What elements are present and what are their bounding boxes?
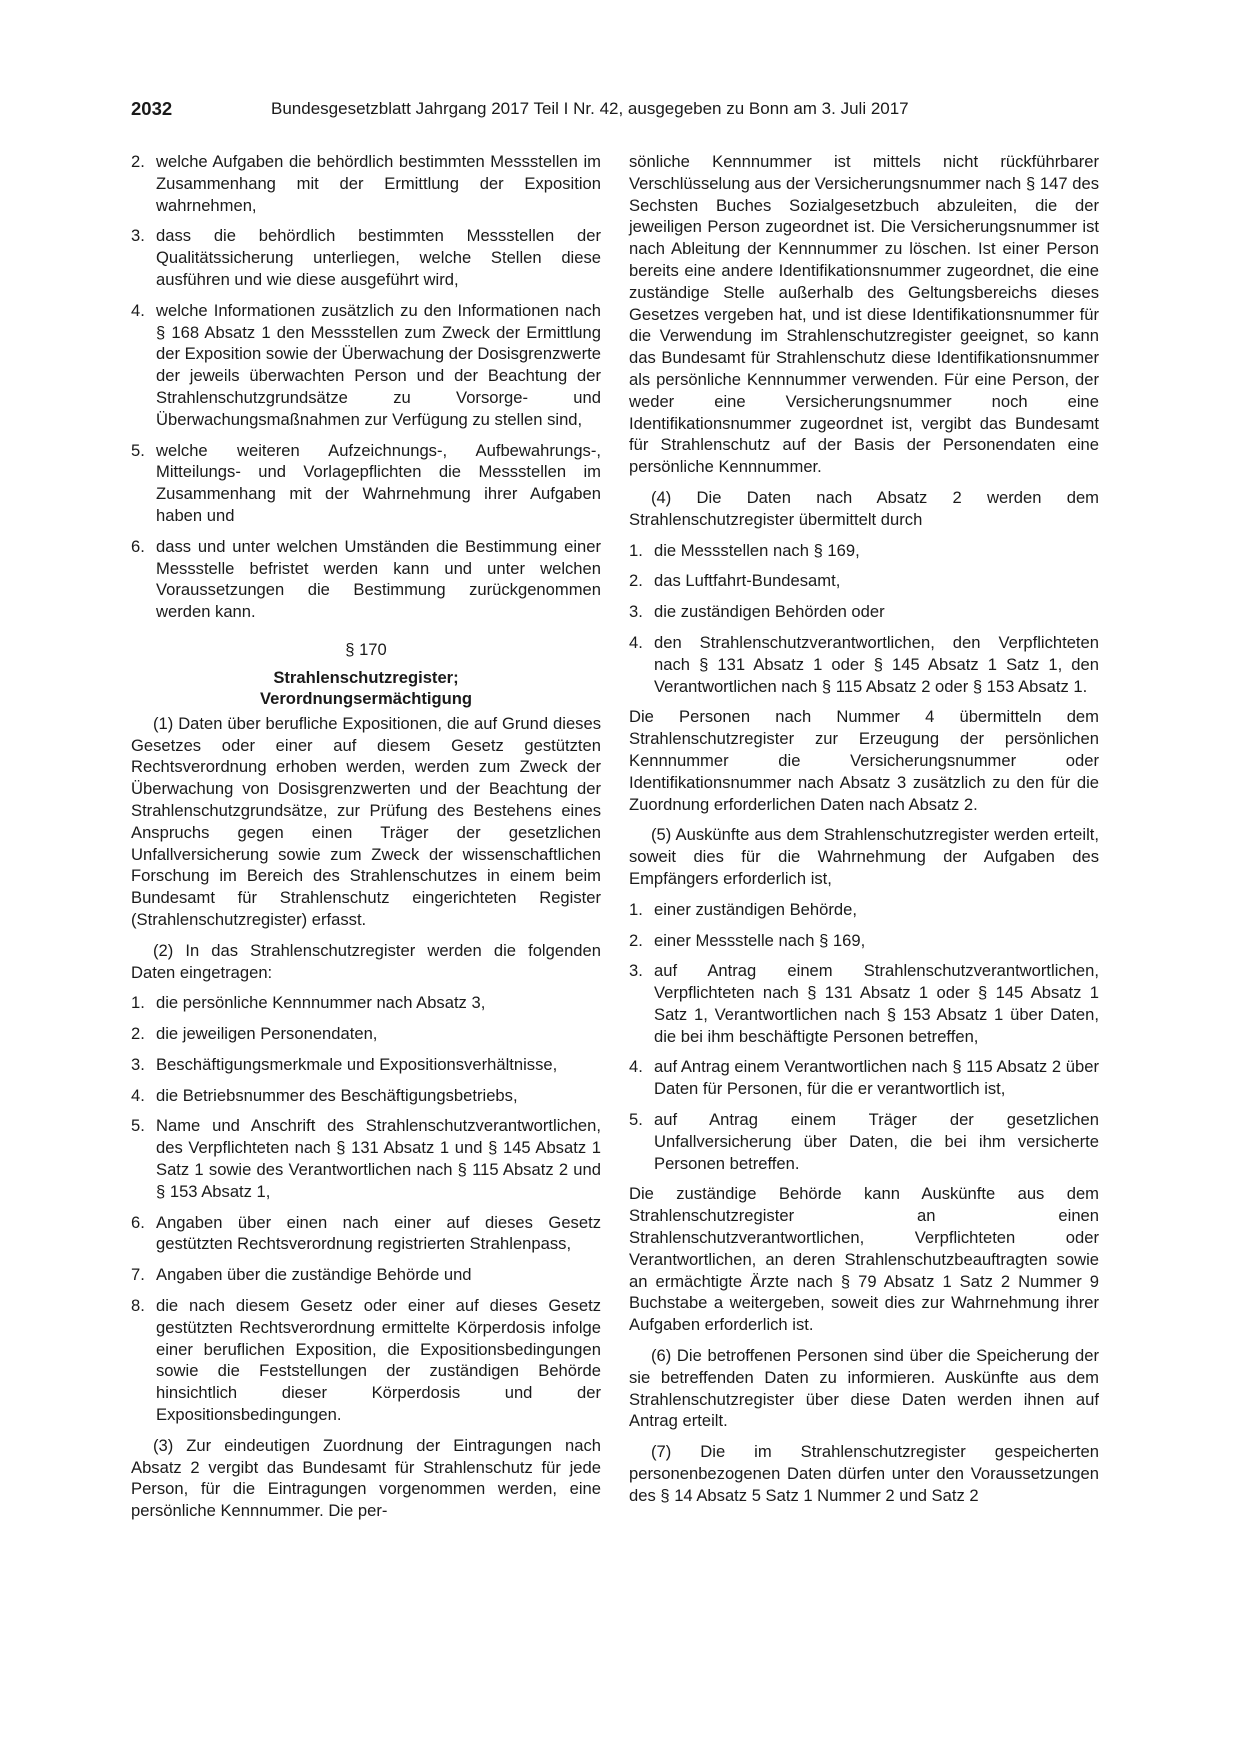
item-number: 4.	[131, 1085, 145, 1105]
right-column	[629, 151, 1099, 1516]
list-item	[629, 540, 1099, 562]
list-item	[131, 992, 601, 1014]
list-item	[131, 536, 601, 623]
list-item	[629, 1109, 1099, 1174]
item-text: einer Messstelle nach § 169,	[654, 930, 866, 950]
list-item	[629, 960, 1099, 1047]
item-text: welche Informationen zusätzlich zu den Informationen nach § 168 Absatz 1 den Messstellen zum Zweck der Ermittlung der Exposition sowie der Überwachung der Dosisgrenzwerte der jeweils überwachten Person und der Beachtung der Strahlenschutzgrundsätze zu Vorsorge- und Überwachungsmaßnahmen zur Verfügung zu stellen sind,	[156, 300, 601, 429]
list-item	[629, 632, 1099, 697]
item-text: die Betriebsnummer des Beschäftigungsbetriebs,	[156, 1085, 518, 1105]
item-text: die jeweiligen Personendaten,	[156, 1024, 378, 1044]
item-text: den Strahlenschutzverantwortlichen, den Verpflichteten nach § 131 Absatz 1 oder § 145 Absatz 1 Satz 1, den Verantwortlichen nach § 115 Absatz 2 oder § 153 Absatz 1.	[654, 632, 1099, 696]
paragraph-6: (6) Die betroffenen Personen sind über die Speicherung der sie betreffenden Daten zu informieren. Auskünfte aus dem Strahlenschutzregister über diese Daten werden ihnen auf Antrag erteilt.	[629, 1346, 1099, 1431]
list-item	[629, 570, 1099, 592]
section-title-line-1: Strahlenschutzregister;	[273, 667, 459, 687]
item-text: die zuständigen Behörden oder	[654, 602, 885, 622]
item-number: 2.	[131, 152, 145, 171]
list-item	[131, 225, 601, 290]
item-number: 6.	[131, 536, 145, 556]
list-item	[131, 1295, 601, 1426]
paragraph-4-after: Die Personen nach Nummer 4 übermitteln dem Strahlenschutzregister zur Erzeugung der persönlichen Kennnummer die Versicherungsnummer oder Identifikationsnummer nach Absatz 3 zusätzlich zu den für die Zuordnung erforderlichen Daten nach Absatz 2.	[629, 707, 1099, 814]
item-text: auf Antrag einem Verantwortlichen nach § 115 Absatz 2 über Daten für Personen, für die er verantwortlich ist,	[654, 1057, 1099, 1099]
list-item	[629, 1056, 1099, 1100]
section-title	[131, 667, 601, 709]
item-text: welche weiteren Aufzeichnungs-, Aufbewahrungs-, Mitteilungs- und Vorlagepflichten die Messstellen im Zusammenhang mit der Wahrnehmung ihrer Aufgaben haben und	[156, 440, 601, 525]
item-number: 2.	[629, 930, 643, 950]
item-number: 1.	[629, 899, 643, 919]
item-number: 1.	[131, 993, 145, 1013]
list-item	[131, 1054, 601, 1076]
item-number: 4.	[629, 632, 643, 652]
item-number: 4.	[131, 300, 145, 320]
item-number: 3.	[629, 961, 643, 981]
list-item	[131, 300, 601, 431]
running-title: Bundesgesetzblatt Jahrgang 2017 Teil I Nr. 42, ausgegeben zu Bonn am 3. Juli 2017	[271, 99, 909, 118]
item-text: auf Antrag einem Strahlenschutzverantwortlichen, Verpflichteten nach § 131 Absatz 1 oder § 145 Absatz 1 Satz 1, Verantwortlichen nach § 153 Absatz 1 über Daten, die bei ihm beschäftigte Personen betreffen,	[654, 961, 1099, 1046]
paragraph-1: (1) Daten über berufliche Expositionen, die auf Grund dieses Gesetzes oder einer auf diesem Gesetz gestützten Rechtsverordnung erhoben werden, werden zum Zweck der Überwachung von Dosisgrenzwerten und der Beachtung der Strahlenschutzgrundsätze, zur Prüfung des Bestehens eines Anspruchs gegen einen Träger der gesetzlichen Unfallversicherung sowie zum Zweck der wissenschaftlichen Forschung im Bereich des Strahlenschutzes in einem beim Bundesamt für Strahlenschutz eingerichteten Register (Strahlenschutzregister) erfasst.	[131, 713, 601, 929]
item-text: die persönliche Kennnummer nach Absatz 3,	[156, 993, 486, 1013]
list-item	[629, 930, 1099, 952]
item-text: dass und unter welchen Umständen die Bestimmung einer Messstelle befristet werden kann und unter welchen Voraussetzungen die Bestimmung zurückgenommen werden kann.	[156, 536, 601, 622]
item-number: 3.	[131, 1054, 145, 1074]
item-text: auf Antrag einem Träger der gesetzlichen Unfallversicherung über Daten, die bei ihm versicherte Personen betreffen.	[654, 1110, 1099, 1173]
list-item	[131, 1264, 601, 1286]
left-column	[131, 151, 601, 1531]
list-item	[131, 440, 601, 527]
item-number: 6.	[131, 1212, 145, 1232]
item-number: 2.	[629, 571, 643, 591]
item-number: 5.	[131, 440, 145, 460]
item-text: dass die behördlich bestimmten Messstellen der Qualitätssicherung unterliegen, welche Stellen diese ausführen und wie diese ausgeführt wird,	[156, 226, 601, 289]
list-item	[131, 151, 601, 216]
paragraph-3: (3) Zur eindeutigen Zuordnung der Eintragungen nach Absatz 2 vergibt das Bundesamt für Strahlenschutz für jede Person, für die Eintragungen vorgenommen werden, eine persönliche Kennnummer. Die per-	[131, 1435, 601, 1521]
item-text: die nach diesem Gesetz oder einer auf dieses Gesetz gestützten Rechtsverordnung ermittelte Körperdosis infolge einer beruflichen Exposition, die Expositionsbedingungen sowie die Feststellungen der zuständigen Behörde hinsichtlich dieser Körperdosis und der Expositionsbedingungen.	[156, 1296, 601, 1425]
paragraph-4: (4) Die Daten nach Absatz 2 werden dem Strahlenschutzregister übermittelt durch	[629, 487, 1099, 529]
list-item	[131, 1115, 601, 1202]
item-text: welche Aufgaben die behördlich bestimmten Messstellen im Zusammenhang mit der Ermittlung der Exposition wahrnehmen,	[156, 152, 601, 215]
item-number: 1.	[629, 540, 643, 560]
paragraph-5: (5) Auskünfte aus dem Strahlenschutzregister werden erteilt, soweit dies für die Wahrnehmung der Aufgaben des Empfängers erforderlich ist,	[629, 825, 1099, 888]
section-number: § 170	[345, 639, 387, 659]
paragraph-5-after: Die zuständige Behörde kann Auskünfte aus dem Strahlenschutzregister an einen Strahlenschutzverantwortlichen, Verpflichteten oder Verantwortlichen, an deren Strahlenschutzbeauftragten sowie an ermächtigte Ärzte nach § 79 Absatz 1 Satz 2 Nummer 9 Buchstabe a weitergeben, soweit dies zur Wahrnehmung ihrer Aufgaben erforderlich ist.	[629, 1184, 1099, 1335]
paragraph-3-continued: sönliche Kennnummer ist mittels nicht rückführbarer Verschlüsselung aus der Versicherungsnummer nach § 147 des Sechsten Buches Sozialgesetzbuch abzuleiten, die der jeweiligen Person zugeordnet ist. Die Versicherungsnummer ist nach Ableitung der Kennnummer zu löschen. Ist einer Person bereits eine andere Identifikationsnummer zugeordnet, die eine zuständige Stelle außerhalb des Geltungsbereichs dieses Gesetzes vergeben hat, und ist diese Identifikationsnummer für die Verwendung im Strahlenschutzregister geeignet, so kann das Bundesamt für Strahlenschutz diese Identifikationsnummer als persönliche Kennnummer verwenden. Für eine Person, der weder eine Versicherungsnummer noch eine Identifikationsnummer zugeordnet ist, vergibt das Bundesamt für Strahlenschutz auf der Basis der Personendaten eine persönliche Kennnummer.	[629, 152, 1099, 477]
item-number: 8.	[131, 1296, 145, 1316]
section-title-line-2: Verordnungsermächtigung	[259, 688, 473, 708]
item-text: Angaben über die zuständige Behörde und	[156, 1265, 472, 1285]
item-text: die Messstellen nach § 169,	[654, 540, 860, 560]
item-number: 2.	[131, 1024, 145, 1044]
list-item	[131, 1023, 601, 1045]
list-item	[629, 899, 1099, 921]
item-number: 3.	[131, 226, 145, 246]
item-text: Name und Anschrift des Strahlenschutzverantwortlichen, des Verpflichteten nach § 131 Absatz 1 und § 145 Absatz 1 Satz 1 sowie des Verantwortlichen nach § 115 Absatz 2 und § 153 Absatz 1,	[156, 1116, 601, 1201]
paragraph-2: (2) In das Strahlenschutzregister werden die folgenden Daten eingetragen:	[131, 940, 601, 982]
page-number: 2032	[131, 98, 173, 119]
item-number: 4.	[629, 1057, 643, 1077]
item-number: 5.	[629, 1110, 643, 1130]
list-item	[131, 1085, 601, 1107]
item-number: 5.	[131, 1116, 145, 1136]
item-text: Angaben über einen nach einer auf dieses Gesetz gestützten Rechtsverordnung registrierten Strahlenpass,	[156, 1212, 601, 1254]
item-number: 3.	[629, 602, 643, 622]
item-text: einer zuständigen Behörde,	[654, 899, 857, 919]
list-item	[131, 1212, 601, 1256]
item-number: 7.	[131, 1265, 145, 1285]
page-header	[0, 98, 1241, 128]
item-text: Beschäftigungsmerkmale und Expositionsverhältnisse,	[156, 1054, 558, 1074]
paragraph-7: (7) Die im Strahlenschutzregister gespeicherten personenbezogenen Daten dürfen unter den Voraussetzungen des § 14 Absatz 5 Satz 1 Nummer 2 und Satz 2	[629, 1442, 1099, 1505]
list-item	[629, 601, 1099, 623]
item-text: das Luftfahrt-Bundesamt,	[654, 571, 841, 591]
